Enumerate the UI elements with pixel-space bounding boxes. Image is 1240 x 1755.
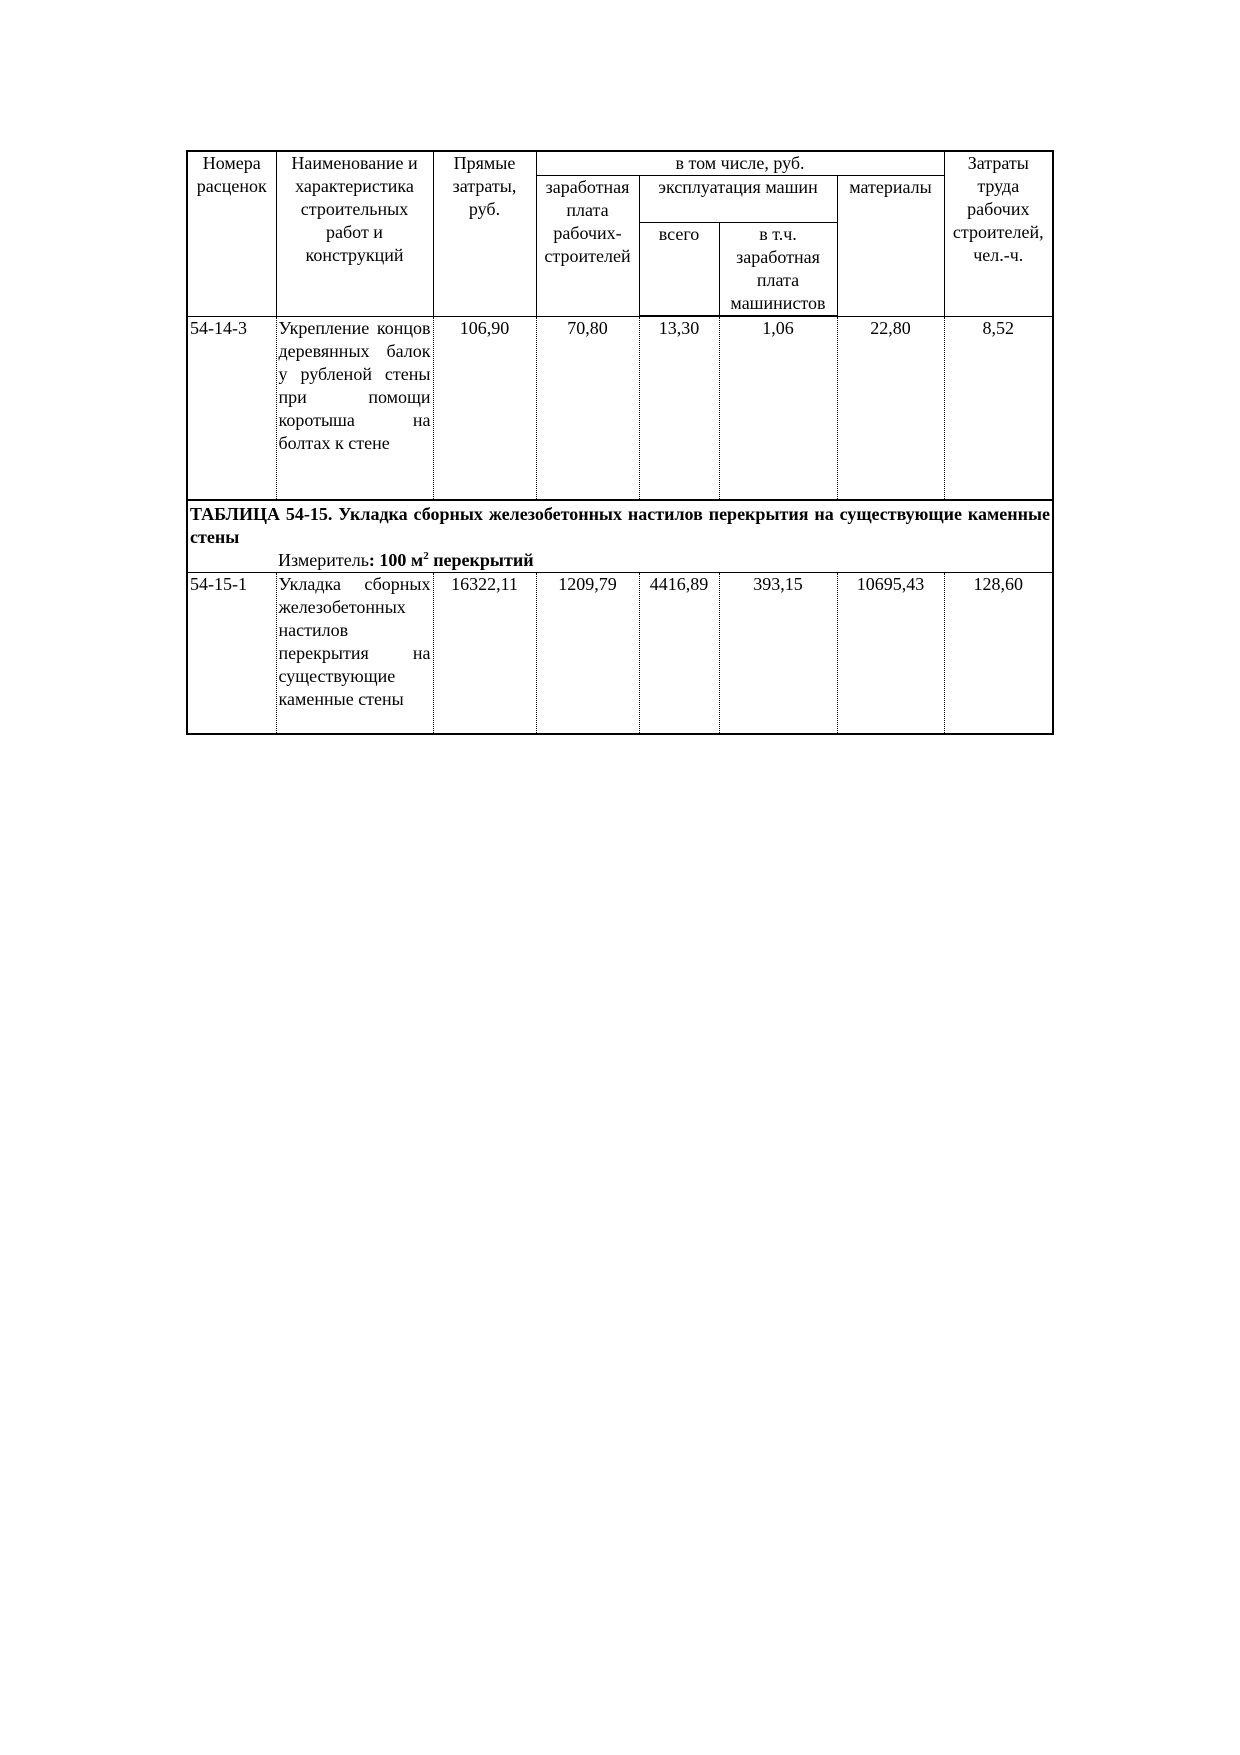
table-row: [187, 316, 1053, 500]
row-machines-wages: 1,06: [719, 316, 837, 500]
header-materials: материалы: [837, 176, 944, 317]
row-code: 54-15-1: [187, 572, 276, 734]
row-machines-wages: 393,15: [719, 572, 837, 734]
estimate-sheet: [186, 150, 1052, 735]
measure-label: Измеритель: [278, 549, 369, 570]
row-materials: 22,80: [837, 316, 944, 500]
header-name: Наименование и характеристика строительных работ и конструкций: [276, 151, 433, 316]
header-labor: Затраты труда рабочих строителей, чел.-ч.: [944, 151, 1053, 316]
header-row-1: [187, 151, 1053, 176]
header-wages: заработная плата рабочих-строителей: [536, 176, 639, 317]
row-name: Укладка сборных железобетонных настилов перекрытия на существующие каменные стены: [276, 572, 433, 734]
row-labor: 8,52: [944, 316, 1053, 500]
section-heading-row: [187, 500, 1053, 573]
row-machines-total: 13,30: [639, 316, 719, 500]
row-name: Укрепление концов деревянных балок у рубленой стены при помощи коротыша на болтах к стене: [276, 316, 433, 500]
row-machines-total: 4416,89: [639, 572, 719, 734]
measure-value-post: перекрытий: [428, 549, 534, 570]
row-wages: 1209,79: [536, 572, 639, 734]
section-heading: [187, 500, 1053, 573]
row-labor: 128,60: [944, 572, 1053, 734]
section-measure: [190, 549, 1050, 572]
header-machines-total: всего: [639, 223, 719, 317]
row-wages: 70,80: [536, 316, 639, 500]
measure-sup: 2: [423, 549, 429, 562]
section-title: ТАБЛИЦА 54-15. Укладка сборных железобетонных настилов перекрытия на существующие каменные стены: [190, 503, 1051, 547]
table-row: [187, 572, 1053, 734]
row-direct: 16322,11: [433, 572, 536, 734]
row-code: 54-14-3: [187, 316, 276, 500]
row-direct: 106,90: [433, 316, 536, 500]
rates-table: [186, 150, 1054, 735]
header-including: в том числе, руб.: [536, 151, 944, 176]
header-machines-wages: в т.ч. заработная плата машинистов: [719, 223, 837, 317]
measure-value: : 100 м: [368, 549, 424, 570]
row-materials: 10695,43: [837, 572, 944, 734]
header-machines: эксплуатация машин: [639, 176, 837, 223]
header-code: Номера расценок: [187, 151, 276, 316]
header-direct-costs: Прямые затраты, руб.: [433, 151, 536, 316]
